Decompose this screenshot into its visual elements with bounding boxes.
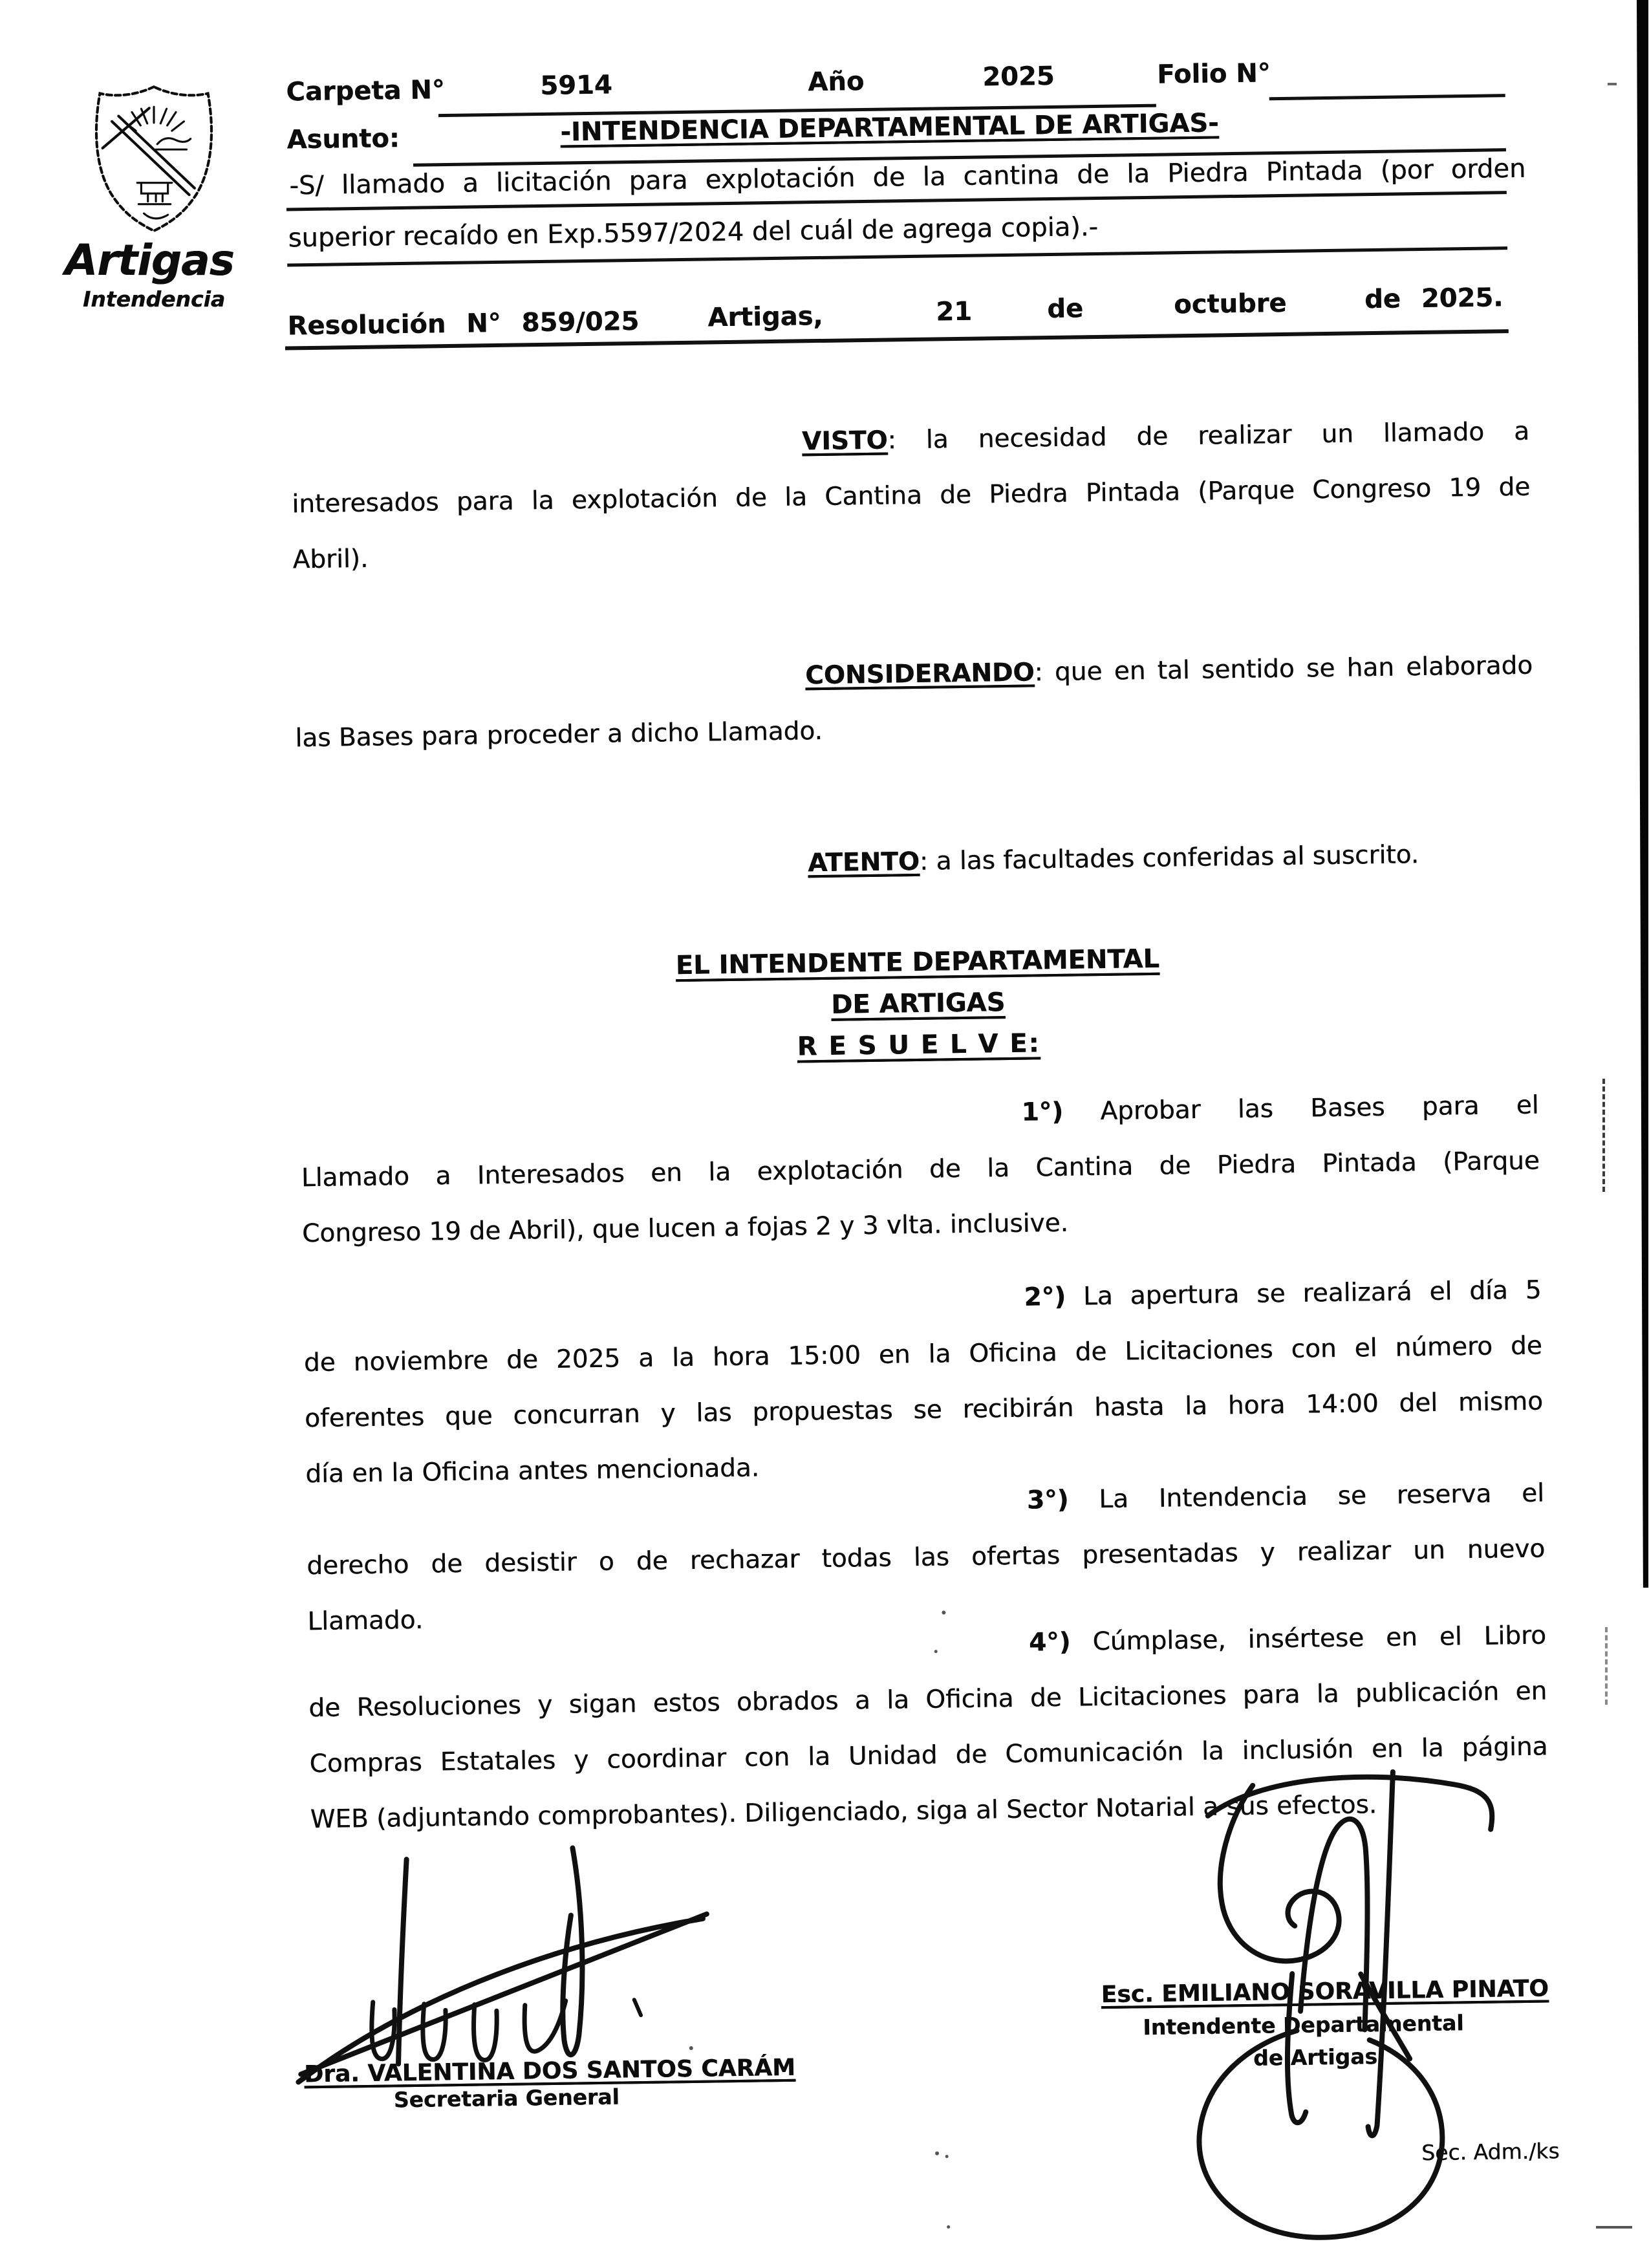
body-line: Llamado. [307,1605,424,1637]
subject-line-2: superior recaído en Exp.5597/2024 del cuál de agrega copia).- [288,211,1099,254]
right-signer-title-2: de Artigas [1253,2044,1378,2071]
asunto-title: -INTENDENCIA DEPARTAMENTAL DE ARTIGAS- [560,108,1219,147]
anio-label: Año [808,66,865,98]
carpeta-value: 5914 [540,70,613,101]
body-line: día en la Oficina antes mencionada. [305,1453,760,1489]
paragraph-considerando [294,638,1534,767]
body-line: las Bases para proceder a dicho Llamado. [295,716,823,753]
item-number: 2°) [1024,1282,1066,1312]
left-signature-stroke [299,1914,709,2075]
left-signer-title: Secretaria General [393,2084,620,2113]
carpeta-label: Carpeta N° [286,75,446,107]
body-line: interesados para la explotación de la Cantina de Piedra Pintada (Parque Congreso 19 de [292,472,1531,519]
left-signature-stroke [396,1859,409,2064]
visto-label: VISTO [801,426,888,457]
item-number: 3°) [1026,1485,1069,1515]
body-text: : la necesidad de realizar un llamado a [887,416,1530,455]
resolution-city: Artigas, [707,301,823,333]
body-line: Abril). [292,544,369,575]
body-text: Aprobar las Bases para el [1100,1090,1539,1127]
item-number: 1°) [1021,1097,1064,1127]
item-number: 4°) [1028,1627,1071,1658]
resolution-de2: de 2025. [1364,283,1503,315]
subject-line-1: -S/ llamado a licitación para explotación de la cantina de la Piedra Pintada (por orden [289,153,1526,201]
resolution-number: Resolución N° 859/025 [287,306,640,341]
logo-subtitle: Intendencia [83,286,226,312]
right-signer-title-1: Intendente Departamental [1143,2010,1464,2040]
body-line: Congreso 19 de Abril), que lucen a fojas 2 y 3 vlta. inclusive. [301,1208,1069,1249]
left-signer-name: Dra. VALENTINA DOS SANTOS CARÁM [303,2054,796,2088]
body-line [297,826,1536,899]
header-underline-2 [1269,94,1505,100]
anio-value: 2025 [982,61,1055,92]
body-text: La Intendencia se reserva el [1099,1478,1545,1515]
body-line: de noviembre de 2025 a la hora 15:00 en la Oficina de Licitaciones con el número de [303,1331,1543,1378]
body-line: WEB (adjuntando comprobantes). Diligenciado, siga al Sector Notarial a sus efectos. [310,1790,1377,1835]
body-line: derecho de desistir o de rechazar todas las ofertas presentadas y realizar un nuevo [306,1534,1546,1581]
body-text: Cúmplase, insértese en el Libro [1092,1621,1547,1657]
heading-line-2: DE ARTIGAS [830,988,1006,1020]
body-line: de Resoluciones y sigan estos obrados a la Oficina de Licitaciones para la publicación en [308,1676,1547,1723]
resolve-heading [298,933,1538,1075]
body-text: : que en tal sentido se han elaborado [1034,651,1533,687]
paragraph-item-1 [300,1078,1540,1262]
resolution-month: octubre [1173,288,1287,320]
body-line: Llamado a Interesados en la explotación de la Cantina de Piedra Pintada (Parque [301,1146,1540,1193]
considerando-label: CONSIDERANDO [804,658,1035,691]
paragraph-item-4 [308,1608,1549,1848]
folio-label: Folio N° [1156,58,1271,90]
heading-line-1: EL INTENDENTE DEPARTAMENTAL [675,944,1160,981]
left-signature-stroke [561,1848,584,2055]
resolution-de1: de [1046,294,1084,325]
body-text: : a las facultades conferidas al suscrito. [919,840,1419,876]
asunto-label: Asunto: [286,124,400,155]
left-signature-stroke [634,2000,641,2015]
clerk-note: Sec. Adm./ks [1421,2138,1560,2166]
body-line: oferentes que concurran y las propuestas se recibirán hasta la hora 14:00 del mismo [304,1387,1544,1434]
paragraph-atento [297,826,1536,899]
left-signature-stroke [371,2000,566,2062]
paragraph-visto [291,404,1531,589]
right-signer-name: Esc. EMILIANO SORAVILLA PINATO [1101,1975,1549,2009]
resolution-day: 21 [935,296,973,327]
paragraph-item-2 [303,1263,1544,1503]
body-line: Compras Estatales y coordinar con la Unidad de Comunicación la inclusión en la página [309,1732,1548,1779]
heading-line-3: R E S U E L V E: [797,1028,1040,1062]
atento-label: ATENTO [807,847,920,878]
logo-title: Artigas [65,235,234,285]
body-text: La apertura se realizará el día 5 [1083,1275,1542,1312]
